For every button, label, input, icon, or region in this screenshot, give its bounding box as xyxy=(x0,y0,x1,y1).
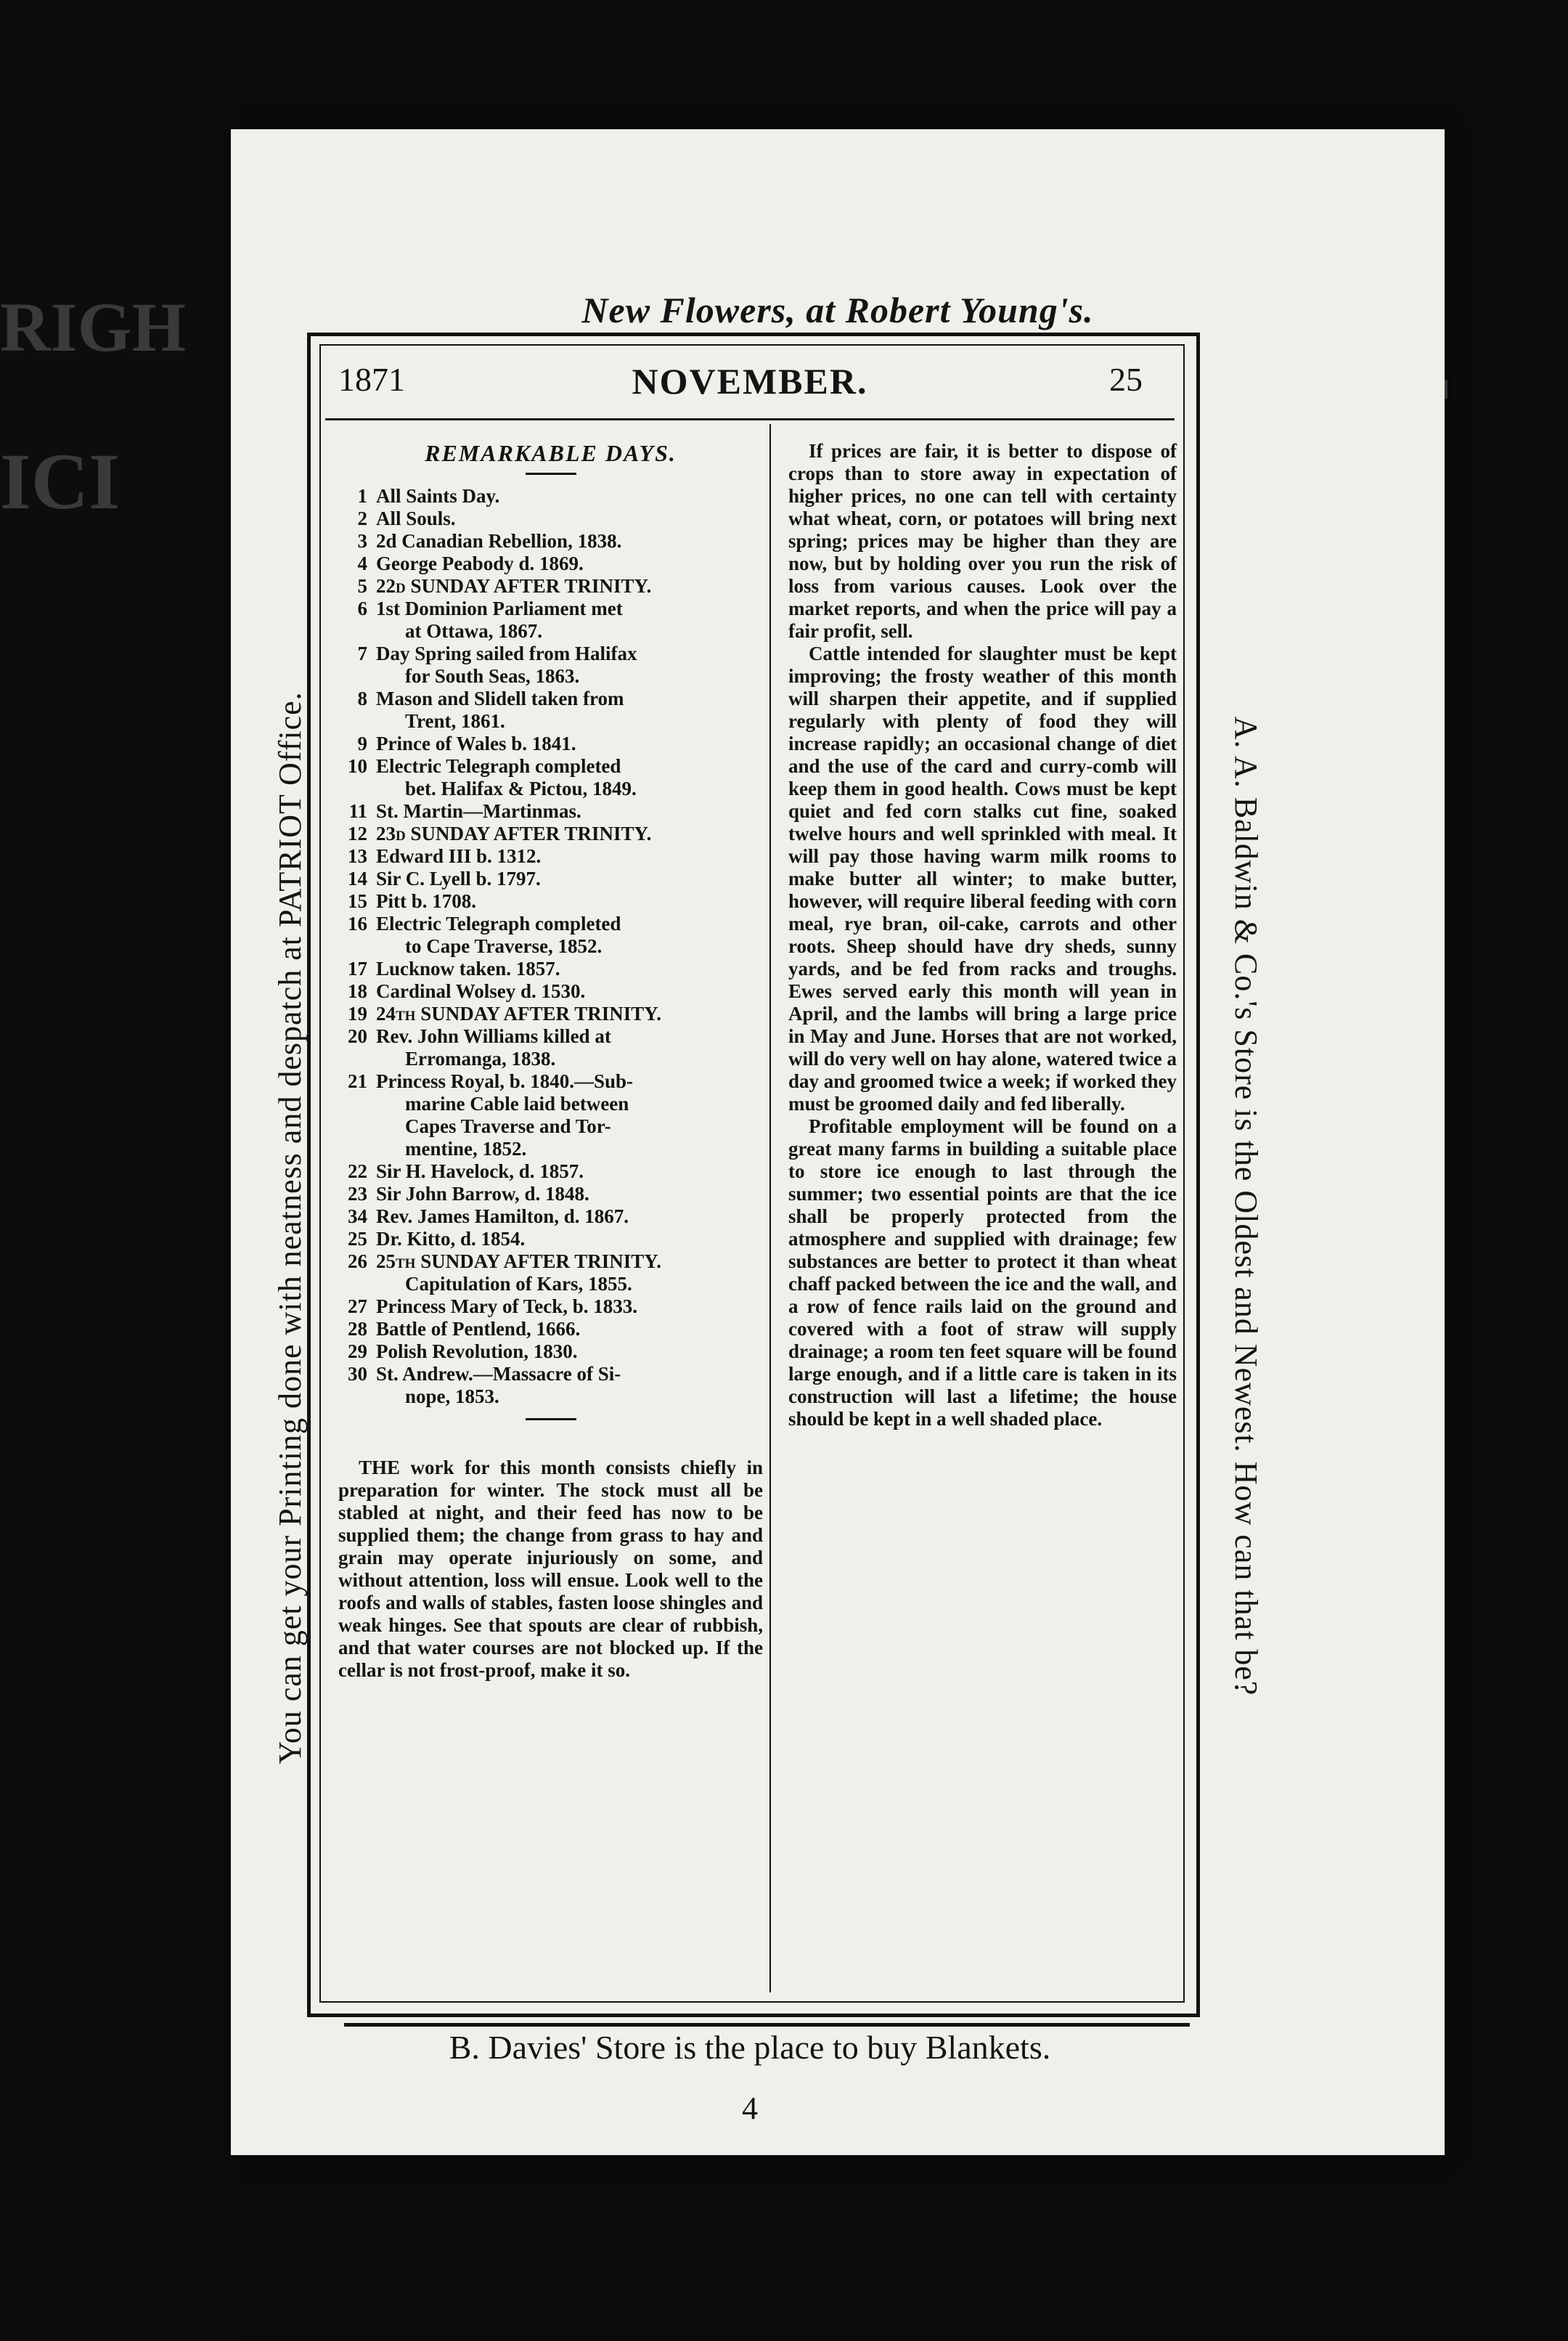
right-column xyxy=(788,440,1177,1430)
remarkable-day-entry xyxy=(338,1363,763,1408)
day-event: 2d Canadian Rebellion, 1838. xyxy=(376,530,622,552)
remarkable-day-entry xyxy=(338,1205,763,1228)
day-event: Electric Telegraph completed xyxy=(376,755,621,777)
day-event-continuation: at Ottawa, 1867. xyxy=(405,620,542,642)
day-event: Princess Royal, b. 1840.—Sub- xyxy=(376,1070,634,1092)
farm-advice-livestock: Cattle intended for slaughter must be kept improving; the frosty weather of this month will sharpen their appetite, and if supplied regularly with plenty of food they will increase rapidly; an occasional change of diet and the use of the card and curry-comb will keep them in good health. Cows must be kept quiet and fed corn stalks cut fine, soaked twelve hours and well sprinkled with meal. It will pay those having warm milk rooms to make butter all winter; to make butter, however, will require liberal feeding with corn meal, rye bran, oil-cake, carrots and other roots. Sheep should have dry sheds, sunny yards, and be fed from racks and troughs. Ewes served early this month will yean in April, and the lambs will bring a large price in May and June. Horses that are not worked, will do very well on hay alone, watered twice a day and groomed twice a week; if worked they must be groomed daily and fed liberally. xyxy=(788,643,1177,1115)
remarkable-day-entry xyxy=(338,1025,763,1070)
day-number: 23 xyxy=(348,1183,367,1205)
folio-number: 4 xyxy=(742,2090,758,2126)
day-event: Electric Telegraph completed xyxy=(376,913,621,935)
day-event: 24th SUNDAY AFTER TRINITY. xyxy=(376,1003,662,1025)
day-number: 17 xyxy=(348,958,367,980)
day-number: 7 xyxy=(357,643,367,664)
day-event: All Saints Day. xyxy=(376,485,500,507)
day-number: 5 xyxy=(357,575,367,597)
remarkable-day-entry xyxy=(338,1318,763,1340)
day-number: 26 xyxy=(348,1250,367,1272)
remarkable-day-entry xyxy=(338,508,763,530)
remarkable-day-entry xyxy=(338,845,763,868)
remarkable-day-entry xyxy=(338,553,763,575)
day-number: 18 xyxy=(348,980,367,1002)
remarkable-day-entry xyxy=(338,1003,763,1025)
day-event-continuation: Capitulation of Kars, 1855. xyxy=(405,1273,632,1295)
day-number: 28 xyxy=(348,1318,367,1340)
day-number: 30 xyxy=(348,1363,367,1385)
farm-work-intro: THE work for this month consists chiefly in preparation for winter. The stock must all be stabled at night, and their feed has now to be supplied them; the change from grass to hay and grain may operate injuriously on some, and without attention, loss will ensue. Look well to the roofs and walls of stables, fasten loose shingles and weak hinges. See that spouts are clear of rubbish, and that water courses are not blocked up. If the cellar is not frost-proof, make it so. xyxy=(338,1457,763,1681)
remarkable-day-entry xyxy=(338,823,763,845)
day-event-continuation: marine Cable laid between xyxy=(405,1093,629,1115)
day-event: Princess Mary of Teck, b. 1833. xyxy=(376,1295,637,1317)
day-number: 8 xyxy=(357,688,367,709)
day-event: Sir C. Lyell b. 1797. xyxy=(376,868,541,889)
remarkable-day-entry xyxy=(338,1070,763,1160)
day-event: George Peabody d. 1869. xyxy=(376,553,584,574)
day-event-continuation: Erromanga, 1838. xyxy=(405,1048,556,1070)
day-event: Prince of Wales b. 1841. xyxy=(376,733,576,754)
day-number: 13 xyxy=(348,845,367,867)
remarkable-day-entry xyxy=(338,1295,763,1318)
footer-advertisement: B. Davies' Store is the place to buy Blankets. xyxy=(449,2029,1051,2066)
day-event-continuation: Trent, 1861. xyxy=(405,710,505,732)
day-event-continuation: Capes Traverse and Tor- xyxy=(405,1115,611,1137)
day-event: 22d SUNDAY AFTER TRINITY. xyxy=(376,575,652,597)
day-event: Mason and Slidell taken from xyxy=(376,688,624,709)
remarkable-day-entry xyxy=(338,980,763,1003)
day-number: 21 xyxy=(348,1070,367,1092)
day-event: Day Spring sailed from Halifax xyxy=(376,643,637,664)
remarkable-day-entry xyxy=(338,688,763,733)
day-number: 1 xyxy=(357,485,367,507)
day-event: Rev. John Williams killed at xyxy=(376,1025,611,1047)
day-number: 25 xyxy=(348,1228,367,1250)
day-event-continuation: nope, 1853. xyxy=(405,1385,499,1407)
remarkable-day-entry xyxy=(338,800,763,823)
farm-advice-crops: If prices are fair, it is better to dispose of crops than to store away in expectation of higher prices, no one can tell with certainty what wheat, corn, or potatoes will bring next spring; prices may be higher than they are now, but by holding over you run the risk of loss from various causes. Look over the market reports, and when the price will pay a fair profit, sell. xyxy=(788,440,1177,642)
day-event: Lucknow taken. 1857. xyxy=(376,958,560,980)
day-event-continuation: for South Seas, 1863. xyxy=(405,665,580,687)
day-event: 25th SUNDAY AFTER TRINITY. xyxy=(376,1250,662,1272)
column-divider xyxy=(769,424,771,1992)
calendar-month: NOVEMBER. xyxy=(632,361,868,402)
remarkable-day-entry xyxy=(338,1228,763,1250)
day-number: 4 xyxy=(357,553,367,574)
remarkable-day-entry xyxy=(338,868,763,890)
remarkable-day-entry xyxy=(338,1160,763,1183)
remarkable-day-entry xyxy=(338,1183,763,1205)
adjacent-page-fragment-mid: ICI xyxy=(0,437,121,526)
remarkable-day-entry xyxy=(338,733,763,755)
day-event: 23d SUNDAY AFTER TRINITY. xyxy=(376,823,652,844)
day-number: 2 xyxy=(357,508,367,529)
day-event: Battle of Pentlend, 1666. xyxy=(376,1318,581,1340)
day-number: 11 xyxy=(348,800,367,822)
remarkable-day-entry xyxy=(338,1250,763,1295)
day-event-continuation: to Cape Traverse, 1852. xyxy=(405,935,603,957)
day-number: 16 xyxy=(348,913,367,935)
day-event: Sir H. Havelock, d. 1857. xyxy=(376,1160,584,1182)
adjacent-page-fragment-top: RIGH xyxy=(0,288,187,366)
remarkable-day-entry xyxy=(338,958,763,980)
day-number: 9 xyxy=(357,733,367,754)
remarkable-day-entry xyxy=(338,598,763,643)
side-advertisement-right: A. A. Baldwin & Co.'s Store is the Oldest and Newest. How can that be? xyxy=(1228,716,1264,1696)
day-event: Polish Revolution, 1830. xyxy=(376,1340,578,1362)
day-number: 34 xyxy=(348,1205,367,1227)
side-advertisement-left: You can get your Printing done with neatness and despatch at PATRIOT Office. xyxy=(272,691,308,1764)
day-number: 29 xyxy=(348,1340,367,1362)
almanac-page xyxy=(231,129,1445,2155)
remarkable-day-entry xyxy=(338,575,763,598)
day-number: 10 xyxy=(348,755,367,777)
remarkable-day-entry xyxy=(338,913,763,958)
calendar-year: 1871 xyxy=(338,361,405,398)
day-event-continuation: mentine, 1852. xyxy=(405,1138,527,1160)
day-event: Pitt b. 1708. xyxy=(376,890,476,912)
day-number: 15 xyxy=(348,890,367,912)
remarkable-days-list xyxy=(338,485,763,1408)
day-event: Sir John Barrow, d. 1848. xyxy=(376,1183,589,1205)
header-rule xyxy=(325,418,1175,420)
remarkable-days-title: REMARKABLE DAYS. xyxy=(425,440,677,466)
day-number: 6 xyxy=(357,598,367,619)
header-advertisement: New Flowers, at Robert Young's. xyxy=(581,290,1094,330)
remarkable-day-entry xyxy=(338,643,763,688)
day-number: 3 xyxy=(357,530,367,552)
day-event-continuation: bet. Halifax & Pictou, 1849. xyxy=(405,778,637,799)
title-dash xyxy=(526,473,576,475)
day-event: St. Martin—Martinmas. xyxy=(376,800,581,822)
day-event: 1st Dominion Parliament met xyxy=(376,598,623,619)
footer-rule xyxy=(344,2023,1190,2027)
day-number: 20 xyxy=(348,1025,367,1047)
day-event: Cardinal Wolsey d. 1530. xyxy=(376,980,586,1002)
farm-advice-ice-house: Profitable employment will be found on a great many farms in building a suitable place to store ice enough to last through the summer; two essential points are that the ice shall be properly protected from the atmosphere and supplied with drainage; few substances are better to protect it than wheat chaff packed between the ice and the wall, and a row of fence rails laid on the ground and covered with a foot of straw will supply drainage; a room ten feet square will be found large enough, and if a little care is taken in its construction will last a lifetime; the house should be kept in a well shaded place. xyxy=(788,1115,1177,1430)
day-number: 12 xyxy=(348,823,367,844)
calendar-page-number: 25 xyxy=(1109,361,1143,398)
day-event: St. Andrew.—Massacre of Si- xyxy=(376,1363,621,1385)
day-number: 22 xyxy=(348,1160,367,1182)
day-event: All Souls. xyxy=(376,508,456,529)
remarkable-day-entry xyxy=(338,485,763,508)
remarkable-day-entry xyxy=(338,530,763,553)
remarkable-day-entry xyxy=(338,1340,763,1363)
left-column xyxy=(338,440,763,1701)
day-number: 19 xyxy=(348,1003,367,1025)
page-mark xyxy=(1445,380,1447,399)
remarkable-day-entry xyxy=(338,890,763,913)
day-event: Edward III b. 1312. xyxy=(376,845,542,867)
list-end-dash xyxy=(526,1418,576,1420)
remarkable-day-entry xyxy=(338,755,763,800)
day-number: 14 xyxy=(348,868,367,889)
day-event: Rev. James Hamilton, d. 1867. xyxy=(376,1205,629,1227)
day-number: 27 xyxy=(348,1295,367,1317)
day-event: Dr. Kitto, d. 1854. xyxy=(376,1228,526,1250)
